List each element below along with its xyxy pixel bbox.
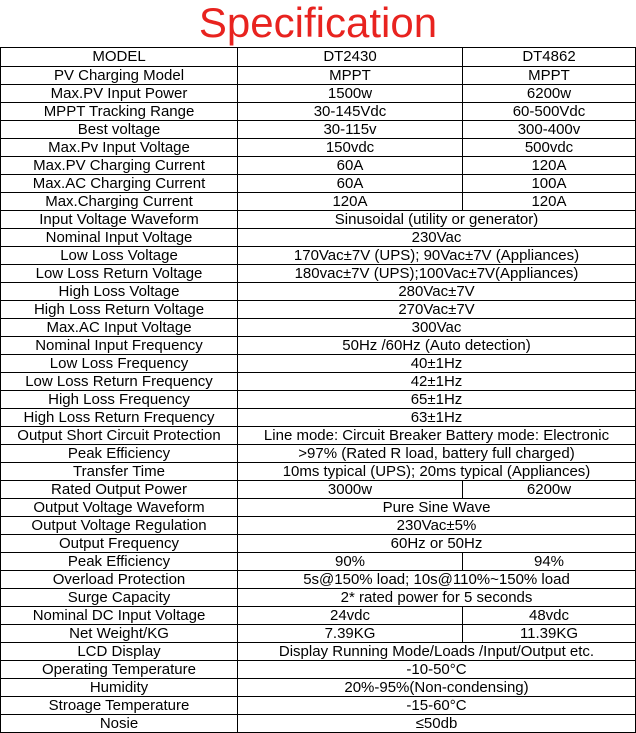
spec-value-cell: 60A bbox=[238, 157, 463, 175]
table-row bbox=[1, 265, 636, 283]
spec-value-cell: 60A bbox=[238, 175, 463, 193]
spec-value-cell: 1500w bbox=[238, 85, 463, 103]
spec-table bbox=[0, 47, 636, 733]
table-row bbox=[1, 391, 636, 409]
spec-value-cell: 6200w bbox=[463, 85, 636, 103]
spec-shared-value-cell: 270Vac±7V bbox=[238, 301, 636, 319]
table-row bbox=[1, 355, 636, 373]
spec-value-cell: 24vdc bbox=[238, 607, 463, 625]
spec-shared-value-cell: -10-50°C bbox=[238, 661, 636, 679]
table-header-row bbox=[1, 48, 636, 67]
spec-label-cell: Max.PV Input Power bbox=[1, 85, 238, 103]
table-row bbox=[1, 211, 636, 229]
spec-label-cell: Nominal DC Input Voltage bbox=[1, 607, 238, 625]
table-row bbox=[1, 589, 636, 607]
table-row bbox=[1, 571, 636, 589]
spec-value-cell: 300-400v bbox=[463, 121, 636, 139]
spec-value-cell: 100A bbox=[463, 175, 636, 193]
spec-value-cell: 120A bbox=[463, 193, 636, 211]
spec-value-cell: MPPT bbox=[238, 67, 463, 85]
table-row bbox=[1, 643, 636, 661]
spec-shared-value-cell: 20%-95%(Non-condensing) bbox=[238, 679, 636, 697]
spec-shared-value-cell: 300Vac bbox=[238, 319, 636, 337]
table-row bbox=[1, 301, 636, 319]
spec-label-cell: Low Loss Frequency bbox=[1, 355, 238, 373]
spec-label-cell: Nosie bbox=[1, 715, 238, 733]
spec-value-cell: MPPT bbox=[463, 67, 636, 85]
spec-value-cell: 3000w bbox=[238, 481, 463, 499]
table-row bbox=[1, 247, 636, 265]
spec-label-cell: Peak Efficiency bbox=[1, 445, 238, 463]
table-row bbox=[1, 625, 636, 643]
spec-label-cell: Transfer Time bbox=[1, 463, 238, 481]
spec-value-cell: 500vdc bbox=[463, 139, 636, 157]
spec-label-cell: High Loss Voltage bbox=[1, 283, 238, 301]
table-row bbox=[1, 427, 636, 445]
spec-shared-value-cell: Sinusoidal (utility or generator) bbox=[238, 211, 636, 229]
table-row bbox=[1, 499, 636, 517]
spec-shared-value-cell: >97% (Rated R load, battery full charged) bbox=[238, 445, 636, 463]
spec-value-cell: 94% bbox=[463, 553, 636, 571]
table-row bbox=[1, 463, 636, 481]
spec-value-cell: 6200w bbox=[463, 481, 636, 499]
spec-label-cell: Nominal Input Frequency bbox=[1, 337, 238, 355]
spec-shared-value-cell: 5s@150% load; 10s@110%~150% load bbox=[238, 571, 636, 589]
table-row bbox=[1, 535, 636, 553]
spec-label-cell: Max.AC Input Voltage bbox=[1, 319, 238, 337]
table-row bbox=[1, 409, 636, 427]
spec-label-cell: Output Voltage Regulation bbox=[1, 517, 238, 535]
table-row bbox=[1, 445, 636, 463]
spec-label-cell: Surge Capacity bbox=[1, 589, 238, 607]
spec-shared-value-cell: 40±1Hz bbox=[238, 355, 636, 373]
spec-shared-value-cell: 230Vac bbox=[238, 229, 636, 247]
spec-label-cell: Operating Temperature bbox=[1, 661, 238, 679]
spec-label-cell: High Loss Return Voltage bbox=[1, 301, 238, 319]
spec-shared-value-cell: 10ms typical (UPS); 20ms typical (Appliances) bbox=[238, 463, 636, 481]
spec-value-cell: 120A bbox=[463, 157, 636, 175]
table-row bbox=[1, 337, 636, 355]
header-label-cell: MODEL bbox=[1, 48, 238, 67]
spec-shared-value-cell: 2* rated power for 5 seconds bbox=[238, 589, 636, 607]
spec-label-cell: Humidity bbox=[1, 679, 238, 697]
table-row bbox=[1, 193, 636, 211]
spec-label-cell: Nominal Input Voltage bbox=[1, 229, 238, 247]
table-row bbox=[1, 67, 636, 85]
spec-value-cell: 120A bbox=[238, 193, 463, 211]
spec-label-cell: Rated Output Power bbox=[1, 481, 238, 499]
spec-label-cell: Input Voltage Waveform bbox=[1, 211, 238, 229]
table-row bbox=[1, 175, 636, 193]
table-row bbox=[1, 607, 636, 625]
spec-label-cell: Overload Protection bbox=[1, 571, 238, 589]
spec-value-cell: 30-145Vdc bbox=[238, 103, 463, 121]
spec-label-cell: LCD Display bbox=[1, 643, 238, 661]
spec-value-cell: 150vdc bbox=[238, 139, 463, 157]
table-row bbox=[1, 481, 636, 499]
spec-shared-value-cell: 230Vac±5% bbox=[238, 517, 636, 535]
spec-value-cell: 30-115v bbox=[238, 121, 463, 139]
spec-shared-value-cell: ≤50db bbox=[238, 715, 636, 733]
table-row bbox=[1, 517, 636, 535]
table-row bbox=[1, 697, 636, 715]
table-row bbox=[1, 553, 636, 571]
spec-label-cell: Low Loss Voltage bbox=[1, 247, 238, 265]
table-row bbox=[1, 229, 636, 247]
table-row bbox=[1, 679, 636, 697]
spec-shared-value-cell: Display Running Mode/Loads /Input/Output etc. bbox=[238, 643, 636, 661]
spec-label-cell: Max.Pv Input Voltage bbox=[1, 139, 238, 157]
spec-label-cell: PV Charging Model bbox=[1, 67, 238, 85]
spec-label-cell: Low Loss Return Frequency bbox=[1, 373, 238, 391]
table-row bbox=[1, 85, 636, 103]
table-row bbox=[1, 319, 636, 337]
spec-shared-value-cell: 42±1Hz bbox=[238, 373, 636, 391]
page-title: Specification bbox=[198, 0, 438, 46]
spec-shared-value-cell: 65±1Hz bbox=[238, 391, 636, 409]
spec-value-cell: 48vdc bbox=[463, 607, 636, 625]
spec-shared-value-cell: Line mode: Circuit Breaker Battery mode: Electronic bbox=[238, 427, 636, 445]
spec-label-cell: MPPT Tracking Range bbox=[1, 103, 238, 121]
spec-label-cell: High Loss Return Frequency bbox=[1, 409, 238, 427]
spec-label-cell: Low Loss Return Voltage bbox=[1, 265, 238, 283]
header-model-cell: DT4862 bbox=[463, 48, 636, 67]
table-row bbox=[1, 121, 636, 139]
spec-shared-value-cell: 60Hz or 50Hz bbox=[238, 535, 636, 553]
spec-label-cell: Net Weight/KG bbox=[1, 625, 238, 643]
spec-label-cell: Output Short Circuit Protection bbox=[1, 427, 238, 445]
spec-value-cell: 11.39KG bbox=[463, 625, 636, 643]
spec-value-cell: 90% bbox=[238, 553, 463, 571]
spec-label-cell: Output Voltage Waveform bbox=[1, 499, 238, 517]
table-row bbox=[1, 661, 636, 679]
spec-shared-value-cell: 280Vac±7V bbox=[238, 283, 636, 301]
spec-label-cell: Max.Charging Current bbox=[1, 193, 238, 211]
spec-shared-value-cell: Pure Sine Wave bbox=[238, 499, 636, 517]
spec-label-cell: Stroage Temperature bbox=[1, 697, 238, 715]
spec-label-cell: High Loss Frequency bbox=[1, 391, 238, 409]
spec-table-body bbox=[1, 48, 636, 733]
spec-label-cell: Output Frequency bbox=[1, 535, 238, 553]
table-row bbox=[1, 373, 636, 391]
header-model-cell: DT2430 bbox=[238, 48, 463, 67]
table-row bbox=[1, 103, 636, 121]
spec-label-cell: Max.PV Charging Current bbox=[1, 157, 238, 175]
spec-label-cell: Best voltage bbox=[1, 121, 238, 139]
spec-value-cell: 60-500Vdc bbox=[463, 103, 636, 121]
spec-label-cell: Max.AC Charging Current bbox=[1, 175, 238, 193]
spec-label-cell: Peak Efficiency bbox=[1, 553, 238, 571]
spec-shared-value-cell: 180vac±7V (UPS);100Vac±7V(Appliances) bbox=[238, 265, 636, 283]
spec-shared-value-cell: 50Hz /60Hz (Auto detection) bbox=[238, 337, 636, 355]
spec-shared-value-cell: -15-60°C bbox=[238, 697, 636, 715]
spec-shared-value-cell: 170Vac±7V (UPS); 90Vac±7V (Appliances) bbox=[238, 247, 636, 265]
spec-value-cell: 7.39KG bbox=[238, 625, 463, 643]
table-row bbox=[1, 157, 636, 175]
spec-shared-value-cell: 63±1Hz bbox=[238, 409, 636, 427]
table-row bbox=[1, 139, 636, 157]
table-row bbox=[1, 283, 636, 301]
